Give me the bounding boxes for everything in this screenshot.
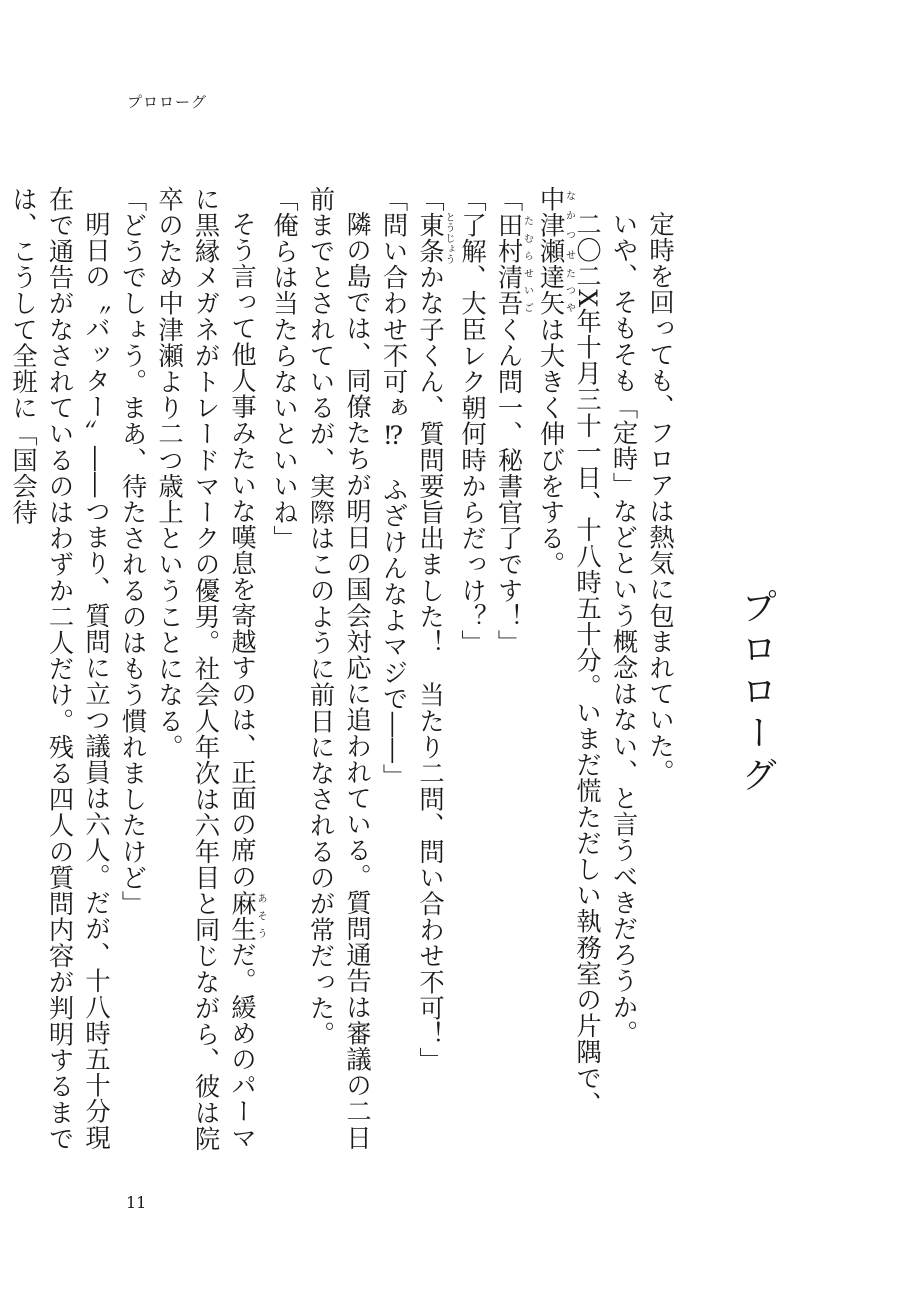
furigana: たつや (563, 264, 575, 317)
paragraph (375, 186, 412, 1176)
text-run: くん問一、秘書官了です！」 (494, 316, 524, 656)
ruby-word (494, 212, 533, 317)
text-run: は大きく伸びをする。 (536, 316, 566, 578)
furigana: とうじょう (443, 212, 454, 265)
text-run: 「俺らは当たらないといいね」 (270, 186, 299, 552)
text-run: 「了解、大臣レク朝何時からだっけ？」 (458, 186, 487, 656)
text-run: 「問い合わせ不可ぁ⁉ ふざけんなよマジで――」 (379, 186, 409, 790)
paragraph (114, 186, 151, 1176)
paragraph (302, 186, 375, 1176)
text-run: かな子くん、質問要旨出ました！ 当たり二問、問い合わせ不可！」 (416, 264, 445, 1074)
text-run: だ。緩めのパーマに黒縁メガネがトレードマークの優男。社会人年次は六年目と同じながら、彼は院卒のため中津瀬より二つ歳上ということになる。 (155, 186, 257, 1152)
paragraph (412, 186, 454, 1176)
paragraph (266, 186, 303, 1176)
ruby-base: 田村清吾 (494, 212, 524, 317)
page-number: 11 (126, 1193, 147, 1212)
text-run: 二〇二X年十月三十一日、十八時五十分。いまだ慌ただしい執務室の片隅で、 (573, 211, 602, 1118)
ruby-word (416, 212, 454, 265)
paragraph (5, 186, 115, 1176)
body-text (9, 186, 678, 1176)
ruby-base: 東条 (416, 212, 445, 265)
paragraph (490, 186, 532, 1176)
chapter-title: プロローグ (736, 588, 777, 798)
text-run: 「 (494, 186, 524, 213)
ruby-base: 達矢 (536, 264, 566, 317)
text-run: 「 (416, 186, 445, 213)
furigana: たむらせいご (521, 212, 533, 317)
paragraph (454, 186, 491, 1176)
ruby-word (536, 186, 575, 265)
ruby-word (536, 264, 575, 317)
text-run: そう言って他人事みたいな嘆息を寄越すのは、正面の席の (228, 211, 257, 890)
paragraph (532, 186, 605, 1176)
text-run: 隣の島では、同僚たちが明日の国会対応に追われている。質問通告は審議の二日前までとされているが、実際はこのように前日になされるのが常だった。 (306, 186, 372, 1151)
text-run: 明日の〝バッター〟――つまり、質問に立つ議員は六人。だが、十八時五十分現在で通告がなされているのはわずか二人だけ。残る四人の質問内容が判明するまでは、こうして全班に「国会待 (9, 186, 111, 1152)
text-run: 定時を回っても、フロアは熱気に包まれていた。 (646, 211, 675, 786)
ruby-base: 中津瀬 (536, 186, 566, 265)
ruby-base: 麻生 (228, 889, 257, 943)
running-head: プロローグ (127, 93, 208, 111)
furigana: なかつせ (563, 186, 575, 265)
text-run: 「どうでしょう。まあ、待たされるのはもう慣れましたけど」 (118, 186, 148, 917)
paragraph (151, 186, 266, 1176)
furigana: あそう (255, 889, 266, 943)
paragraph (605, 186, 642, 1176)
text-run: いや、そもそも「定時」などという概念はない、と言うべきだろうか。 (609, 211, 639, 1047)
ruby-word (228, 889, 266, 943)
paragraph (642, 186, 679, 1176)
